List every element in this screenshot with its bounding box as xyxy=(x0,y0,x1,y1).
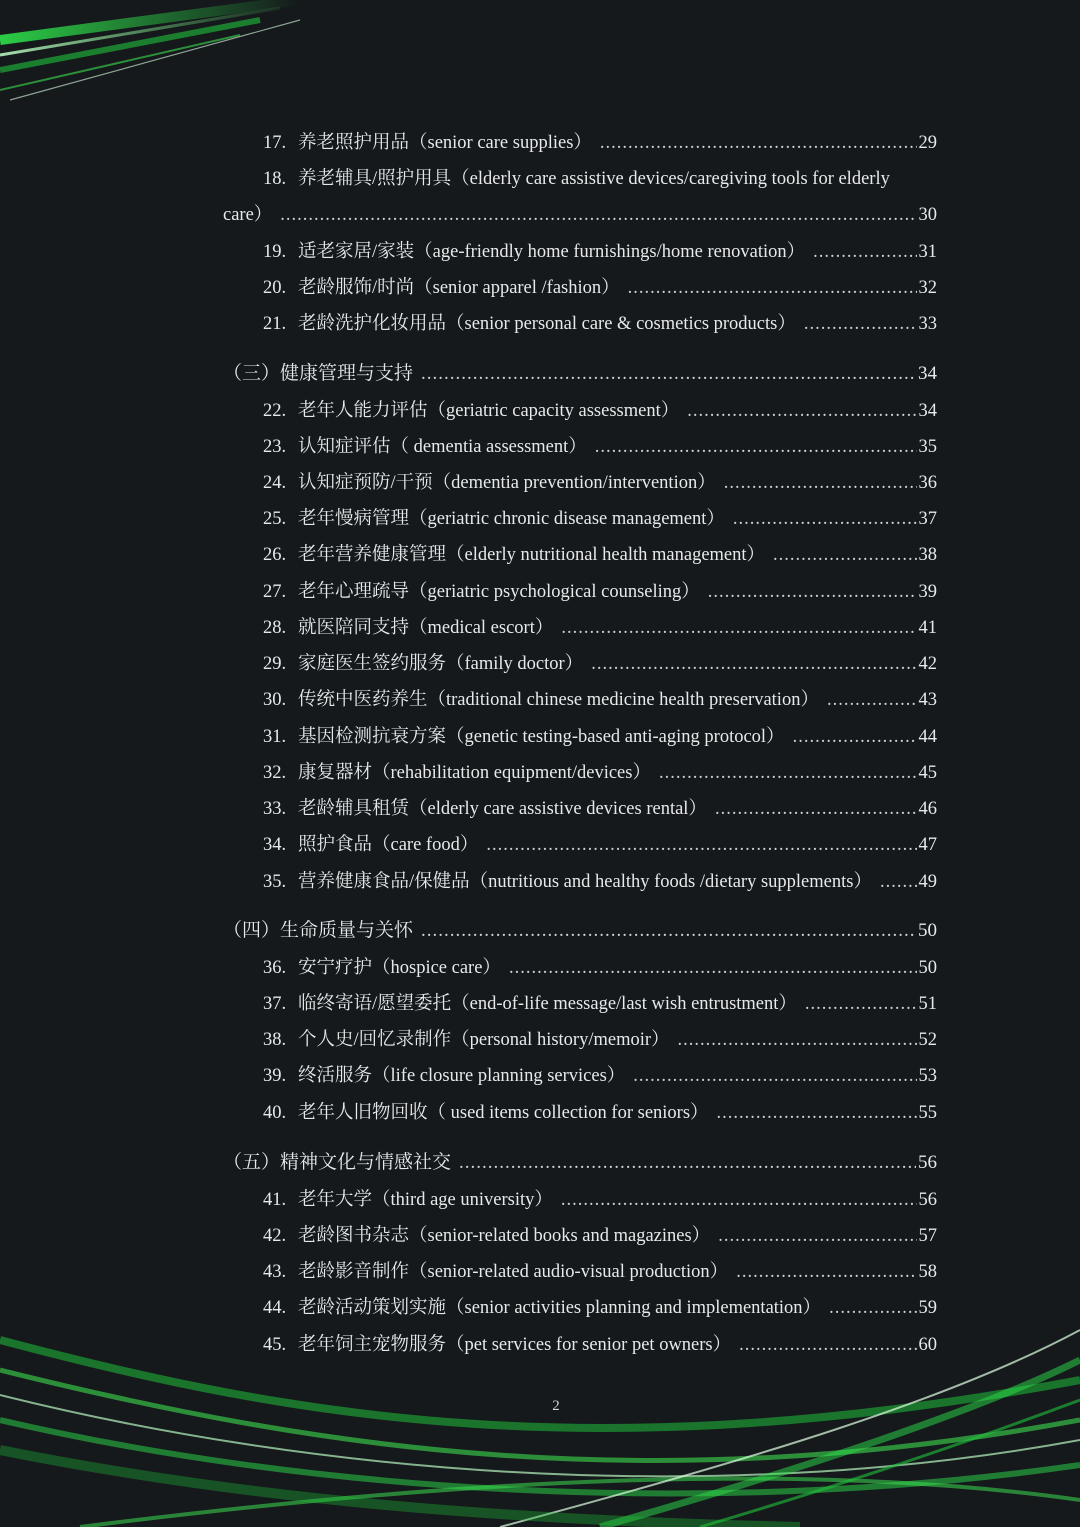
dot-leader xyxy=(280,203,916,227)
entry-number: 22. xyxy=(263,401,287,421)
entry-number: 20. xyxy=(263,278,287,298)
entry-page: 29 xyxy=(918,133,937,153)
entry-number: 24. xyxy=(263,473,287,493)
dot-leader xyxy=(678,1028,917,1052)
entry-page: 36 xyxy=(918,473,937,493)
toc-entry[interactable] xyxy=(263,580,937,604)
entry-number: 37. xyxy=(263,994,287,1014)
entry-title: 老龄辅具租赁（elderly care assistive devices rental） xyxy=(298,799,707,819)
entry-number: 18. xyxy=(263,169,287,189)
entry-number: 17. xyxy=(263,133,287,153)
toc-entry[interactable] xyxy=(263,167,937,191)
section-page: 50 xyxy=(918,920,937,941)
toc-section-heading[interactable] xyxy=(223,1151,937,1175)
toc-entry[interactable] xyxy=(263,1064,937,1088)
dot-leader xyxy=(793,725,917,749)
entry-title: 老年大学（third age university） xyxy=(298,1190,553,1210)
entry-title: 老龄活动策划实施（senior activities planning and implementation） xyxy=(298,1298,822,1318)
dot-leader xyxy=(633,1064,916,1088)
dot-leader xyxy=(459,1151,916,1175)
entry-number: 42. xyxy=(263,1226,287,1246)
dot-leader xyxy=(805,992,917,1016)
entry-title: care） xyxy=(223,205,273,225)
entry-page: 47 xyxy=(918,835,937,855)
entry-page: 60 xyxy=(918,1335,937,1355)
entry-title: 认知症评估（ dementia assessment） xyxy=(298,437,587,457)
toc-entry[interactable] xyxy=(263,797,937,821)
entry-number: 30. xyxy=(263,690,287,710)
dot-leader xyxy=(561,1188,917,1212)
toc-entry[interactable] xyxy=(263,616,937,640)
entry-page: 33 xyxy=(918,314,937,334)
dot-leader xyxy=(829,1296,916,1320)
entry-number: 23. xyxy=(263,437,287,457)
entry-number: 36. xyxy=(263,958,287,978)
dot-leader xyxy=(880,870,917,894)
entry-title: 个人史/回忆录制作（personal history/memoir） xyxy=(298,1030,670,1050)
section-page: 56 xyxy=(918,1152,937,1173)
entry-page: 49 xyxy=(918,872,937,892)
dot-leader xyxy=(715,797,917,821)
entry-title: 家庭医生签约服务（family doctor） xyxy=(298,654,584,674)
toc-entry[interactable] xyxy=(263,1188,937,1212)
toc-entry[interactable] xyxy=(263,471,937,495)
toc-entry[interactable] xyxy=(263,761,937,785)
entry-page: 43 xyxy=(918,690,937,710)
toc-entry[interactable] xyxy=(263,131,937,155)
entry-title: 老龄服饰/时尚（senior apparel /fashion） xyxy=(298,278,620,298)
page-number: 2 xyxy=(552,1398,560,1414)
toc-entry[interactable] xyxy=(263,1028,937,1052)
toc-entry[interactable] xyxy=(263,1101,937,1125)
dot-leader xyxy=(659,761,917,785)
entry-number: 21. xyxy=(263,314,287,334)
entry-title: 养老照护用品（senior care supplies） xyxy=(298,133,592,153)
dot-leader xyxy=(736,1260,916,1284)
toc-entry[interactable] xyxy=(263,1224,937,1248)
entry-page: 52 xyxy=(918,1030,937,1050)
dot-leader xyxy=(804,312,917,336)
entry-page: 31 xyxy=(918,242,937,262)
dot-leader xyxy=(733,507,917,531)
entry-title: 老龄影音制作（senior-related audio-visual production） xyxy=(298,1262,729,1282)
dot-leader xyxy=(827,688,917,712)
toc-entry[interactable] xyxy=(263,992,937,1016)
entry-page: 45 xyxy=(918,763,937,783)
entry-title: 老年饲主宠物服务（pet services for senior pet owners） xyxy=(298,1335,732,1355)
dot-leader xyxy=(708,580,917,604)
toc-section-heading[interactable] xyxy=(223,919,937,943)
section-title: （三）健康管理与支持 xyxy=(223,363,414,384)
entry-page: 32 xyxy=(918,278,937,298)
section-title: （四）生命质量与关怀 xyxy=(223,920,414,941)
dot-leader xyxy=(421,362,916,386)
entry-title: 基因检测抗衰方案（genetic testing-based anti-aging protocol） xyxy=(298,727,785,747)
dot-leader xyxy=(486,833,916,857)
toc-entry[interactable] xyxy=(263,240,937,264)
toc-entry[interactable] xyxy=(263,312,937,336)
entry-page: 37 xyxy=(918,509,937,529)
toc-entry[interactable] xyxy=(263,870,937,894)
entry-title: 老年心理疏导（geriatric psychological counseling） xyxy=(298,582,700,602)
toc-entry[interactable] xyxy=(263,833,937,857)
toc-entry-continuation[interactable] xyxy=(223,203,937,227)
toc-entry[interactable] xyxy=(263,276,937,300)
dot-leader xyxy=(591,652,916,676)
toc-entry[interactable] xyxy=(263,1296,937,1320)
entry-page: 55 xyxy=(918,1103,937,1123)
entry-number: 26. xyxy=(263,545,287,565)
entry-title: 适老家居/家装（age-friendly home furnishings/home renovation） xyxy=(298,242,806,262)
entry-title: 养老辅具/照护用具（elderly care assistive devices/caregiving tools for elderly xyxy=(298,169,890,189)
entry-number: 33. xyxy=(263,799,287,819)
entry-number: 25. xyxy=(263,509,287,529)
entry-page: 34 xyxy=(918,401,937,421)
toc-entry[interactable] xyxy=(263,652,937,676)
entry-page: 53 xyxy=(918,1066,937,1086)
entry-page: 30 xyxy=(918,205,937,225)
entry-title: 老年人能力评估（geriatric capacity assessment） xyxy=(298,401,680,421)
entry-number: 19. xyxy=(263,242,287,262)
entry-page: 59 xyxy=(918,1298,937,1318)
entry-title: 就医陪同支持（medical escort） xyxy=(298,618,554,638)
entry-title: 老年营养健康管理（elderly nutritional health management） xyxy=(298,545,766,565)
toc-entry[interactable] xyxy=(263,956,937,980)
entry-title: 照护食品（care food） xyxy=(298,835,479,855)
toc-entry[interactable] xyxy=(263,1333,937,1357)
entry-number: 39. xyxy=(263,1066,287,1086)
dot-leader xyxy=(739,1333,916,1357)
dot-leader xyxy=(724,471,917,495)
entry-number: 40. xyxy=(263,1103,287,1123)
dot-leader xyxy=(600,131,917,155)
entry-page: 51 xyxy=(918,994,937,1014)
entry-title: 老龄图书杂志（senior-related books and magazines） xyxy=(298,1226,711,1246)
entry-title: 老年人旧物回收（ used items collection for seniors） xyxy=(298,1103,709,1123)
toc-entry[interactable] xyxy=(263,435,937,459)
entry-title: 安宁疗护（hospice care） xyxy=(298,958,501,978)
entry-page: 50 xyxy=(918,958,937,978)
dot-leader xyxy=(421,919,916,943)
entry-page: 35 xyxy=(918,437,937,457)
entry-page: 56 xyxy=(918,1190,937,1210)
section-title: （五）精神文化与情感社交 xyxy=(223,1152,452,1173)
entry-title: 临终寄语/愿望委托（end-of-life message/last wish entrustment） xyxy=(298,994,797,1014)
entry-number: 27. xyxy=(263,582,287,602)
toc-entry[interactable] xyxy=(263,543,937,567)
toc-entry[interactable] xyxy=(263,507,937,531)
entry-number: 32. xyxy=(263,763,287,783)
entry-number: 35. xyxy=(263,872,287,892)
entry-number: 28. xyxy=(263,618,287,638)
entry-number: 34. xyxy=(263,835,287,855)
entry-page: 57 xyxy=(918,1226,937,1246)
dot-leader xyxy=(717,1101,917,1125)
dot-leader xyxy=(595,435,917,459)
entry-title: 认知症预防/干预（dementia prevention/intervention） xyxy=(298,473,716,493)
entry-number: 29. xyxy=(263,654,287,674)
toc-section-heading[interactable] xyxy=(223,362,937,386)
dot-leader xyxy=(687,399,916,423)
dot-leader xyxy=(509,956,917,980)
entry-number: 31. xyxy=(263,727,287,747)
toc-entry[interactable] xyxy=(263,725,937,749)
toc-entry[interactable] xyxy=(263,399,937,423)
entry-page: 42 xyxy=(918,654,937,674)
entry-number: 43. xyxy=(263,1262,287,1282)
entry-page: 46 xyxy=(918,799,937,819)
entry-title: 老年慢病管理（geriatric chronic disease management） xyxy=(298,509,725,529)
entry-page: 44 xyxy=(918,727,937,747)
entry-title: 传统中医药养生（traditional chinese medicine health preservation） xyxy=(298,690,819,710)
entry-title: 终活服务（life closure planning services） xyxy=(298,1066,626,1086)
entry-title: 康复器材（rehabilitation equipment/devices） xyxy=(298,763,651,783)
dot-leader xyxy=(561,616,916,640)
dot-leader xyxy=(813,240,916,264)
entry-number: 44. xyxy=(263,1298,287,1318)
entry-number: 38. xyxy=(263,1030,287,1050)
entry-page: 41 xyxy=(918,618,937,638)
toc-entry[interactable] xyxy=(263,1260,937,1284)
entry-number: 45. xyxy=(263,1335,287,1355)
dot-leader xyxy=(628,276,917,300)
toc-entry[interactable] xyxy=(263,688,937,712)
dot-leader xyxy=(773,543,916,567)
entry-title: 老龄洗护化妆用品（senior personal care & cosmetics products） xyxy=(298,314,796,334)
entry-page: 39 xyxy=(918,582,937,602)
entry-page: 38 xyxy=(918,545,937,565)
dot-leader xyxy=(718,1224,916,1248)
entry-page: 58 xyxy=(918,1262,937,1282)
entry-number: 41. xyxy=(263,1190,287,1210)
section-page: 34 xyxy=(918,363,937,384)
entry-title: 营养健康食品/保健品（nutritious and healthy foods /dietary supplements） xyxy=(298,872,872,892)
